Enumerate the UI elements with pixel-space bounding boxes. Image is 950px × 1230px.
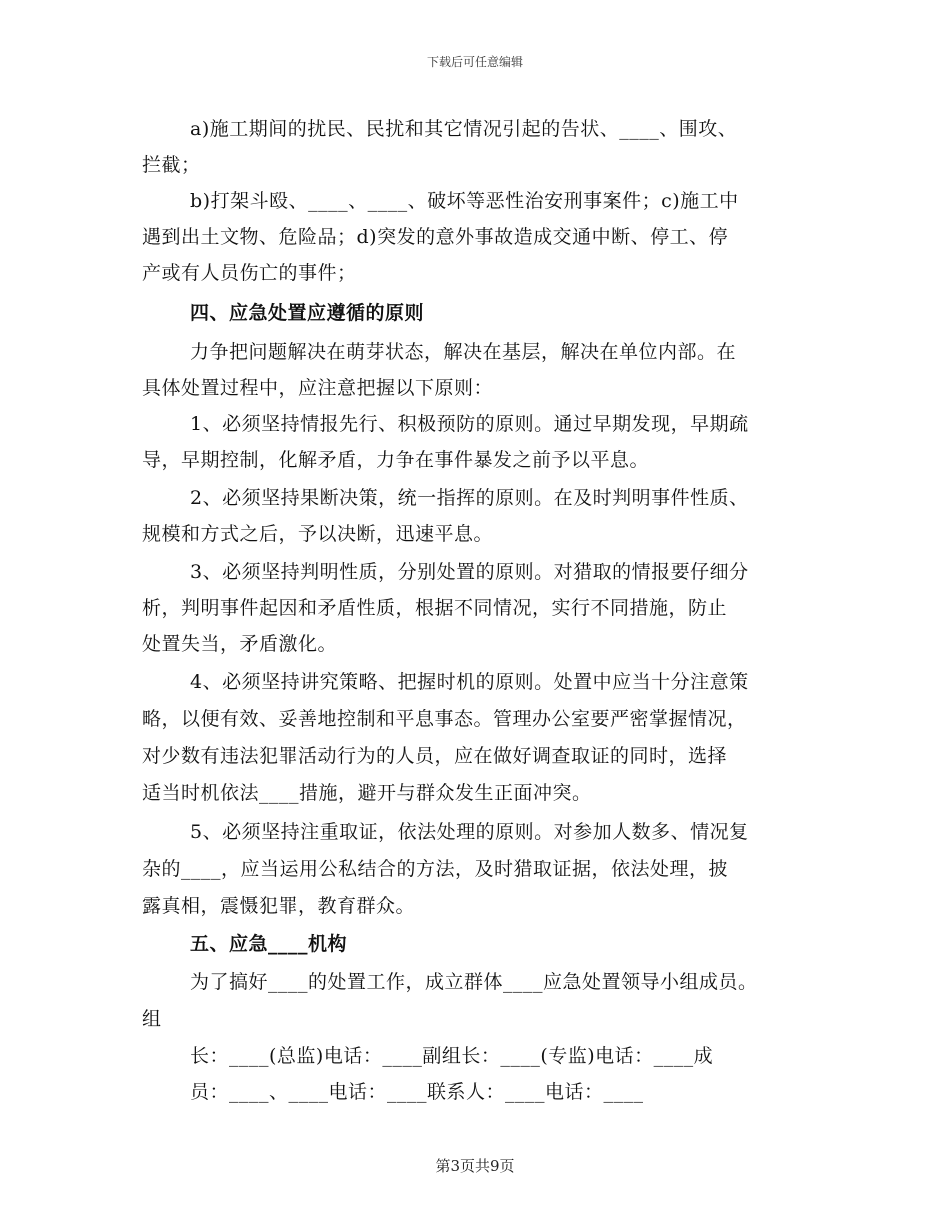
page-header: 下载后可任意编辑 — [426, 55, 523, 69]
text-line: 拦截； — [142, 154, 201, 176]
text-line: 组 — [142, 1008, 162, 1030]
text-line: 略，以便有效、妥善地控制和平息事态。管理办公室要严密掌握情况， — [142, 708, 747, 730]
text-line: 4、必须坚持讲究策略、把握时机的原则。处置中应当十分注意策 — [190, 671, 749, 693]
text-line: 1、必须坚持情报先行、积极预防的原则。通过早期发现，早期疏 — [190, 413, 749, 435]
text-line: 适当时机依法____措施，避开与群众发生正面冲突。 — [142, 782, 592, 804]
text-line: 露真相，震慑犯罪，教育群众。 — [142, 895, 416, 917]
text-line: 导，早期控制，化解矛盾，力争在事件暴发之前予以平息。 — [142, 449, 650, 471]
text-line: 为了搞好____的处置工作，成立群体____应急处置领导小组成员。 — [190, 971, 758, 993]
text-line: 长：____(总监)电话：____副组长：____(专监)电话：____成 — [190, 1045, 714, 1067]
section-heading: 五、应急____机构 — [190, 933, 348, 955]
text-line: 遇到出土文物、危险品；d)突发的意外事故造成交通中断、停工、停 — [142, 226, 729, 248]
text-line: 杂的____，应当运用公私结合的方法，及时猎取证据，依法处理，披 — [142, 858, 729, 880]
text-line: 对少数有违法犯罪活动行为的人员，应在做好调查取证的同时，选择 — [142, 745, 728, 767]
text-line: 员：____、____电话：____联系人：____电话：____ — [190, 1081, 644, 1103]
text-line: 2、必须坚持果断决策，统一指挥的原则。在及时判明事件性质、 — [190, 487, 749, 509]
section-heading: 四、应急处置应遵循的原则 — [190, 302, 425, 324]
text-line: 规模和方式之后，予以决断，迅速平息。 — [142, 523, 494, 545]
text-line: a)施工期间的扰民、民扰和其它情况引起的告状、____、围攻、 — [190, 118, 738, 140]
page-number: 第3页共9页 — [435, 1157, 515, 1175]
text-line: 具体处置过程中，应注意把握以下原则： — [142, 377, 494, 399]
text-line: 5、必须坚持注重取证，依法处理的原则。对参加人数多、情况复 — [190, 821, 749, 843]
text-line: 处置失当，矛盾激化。 — [142, 633, 338, 655]
text-line: 产或有人员伤亡的事件； — [142, 262, 357, 284]
text-line: b)打架斗殴、____、____、破坏等恶性治安刑事案件；c)施工中 — [190, 190, 739, 212]
text-line: 3、必须坚持判明性质，分别处置的原则。对猎取的情报要仔细分 — [190, 561, 749, 583]
text-line: 析，判明事件起因和矛盾性质，根据不同情况，实行不同措施，防止 — [142, 597, 728, 619]
text-line: 力争把问题解决在萌芽状态，解决在基层，解决在单位内部。在 — [190, 341, 737, 363]
